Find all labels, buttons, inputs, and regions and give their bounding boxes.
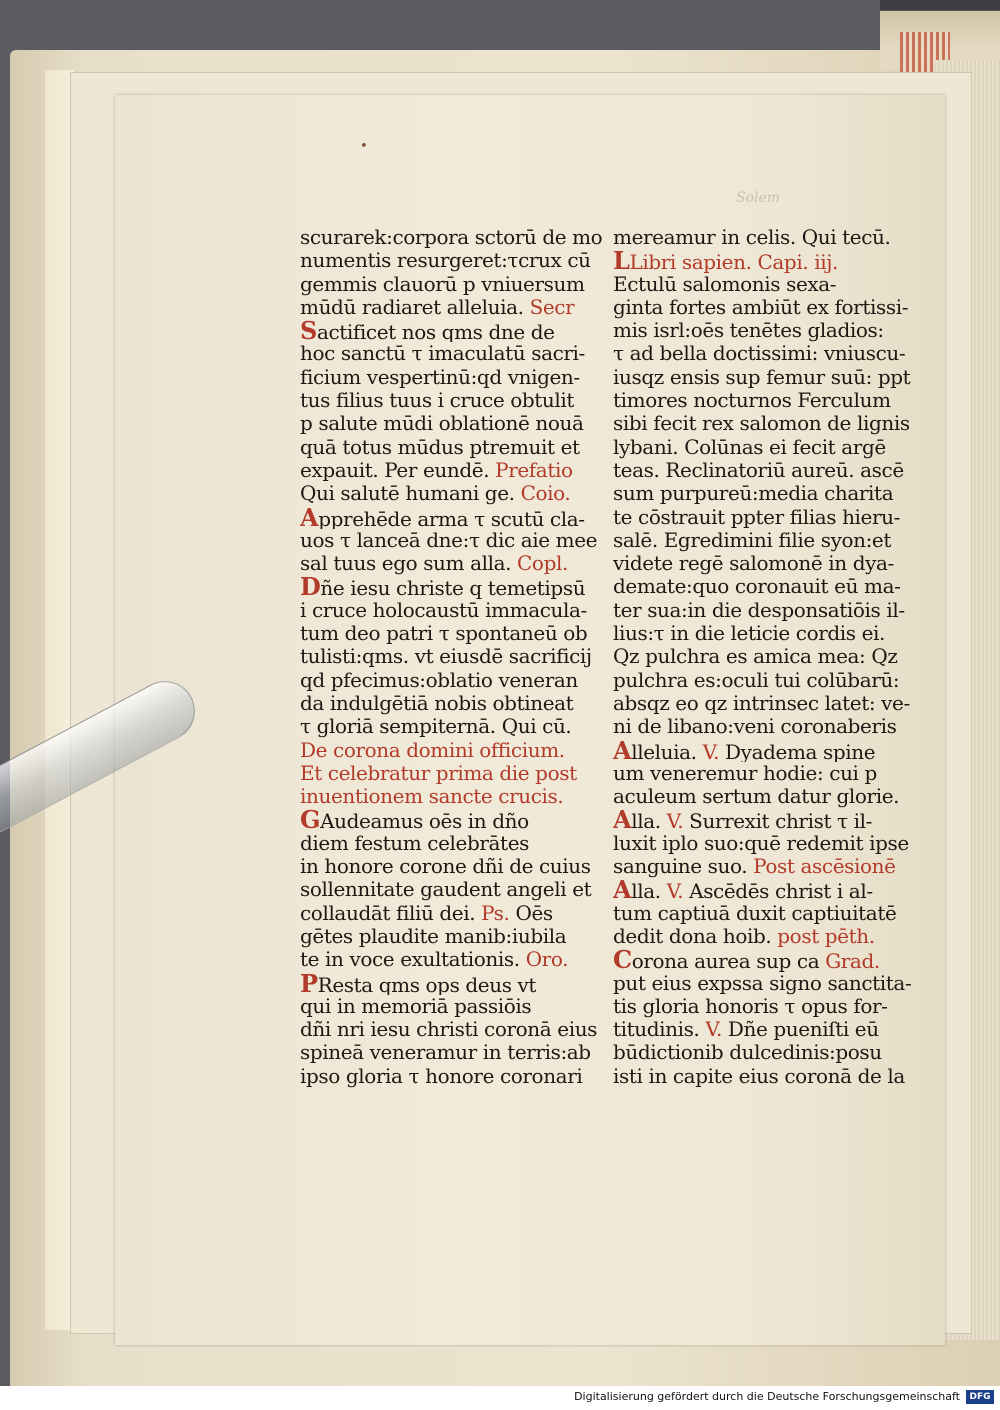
initial-letter: C	[613, 948, 632, 972]
initial-letter: A	[613, 738, 632, 762]
line-text: ficium vespertinū:qd vnigen-	[300, 365, 580, 389]
line-text: timores nocturnos Ferculum	[613, 389, 891, 413]
line-text: teas. Reclinatoriū aureū. ascē	[613, 458, 904, 482]
text-line	[300, 226, 606, 249]
line-text: absqz eo qz intrinsec latet: ve-	[613, 691, 910, 715]
line-text: Audeamus oēs in dño	[320, 809, 529, 832]
line-text: isti in capite eius coronā de la	[613, 1064, 905, 1088]
line-text: expauit. Per eundē.	[300, 458, 496, 482]
line-text: būdictionib dulcedinis:posu	[613, 1041, 882, 1065]
text-line	[613, 948, 923, 971]
text-line	[613, 1018, 923, 1041]
line-text: Dñe pueniſti eū	[721, 1018, 879, 1042]
line-text: te in voce exultationis.	[300, 948, 526, 972]
line-text: lleluia.	[631, 739, 703, 762]
line-text: Qz pulchra es amica mea: Qz	[613, 645, 898, 669]
text-line	[300, 855, 606, 878]
line-text: spineā veneramur in terris:ab	[300, 1041, 591, 1065]
text-line	[300, 459, 606, 482]
line-text: ipso gloria τ honore coronari	[300, 1064, 583, 1088]
text-line	[300, 762, 606, 785]
line-text: τ gloriā sempiternā. Qui cū.	[300, 715, 572, 739]
text-line	[613, 436, 923, 459]
text-line	[300, 925, 606, 948]
text-line	[300, 622, 606, 645]
text-line	[613, 762, 923, 785]
text-line	[613, 925, 923, 948]
line-text: luxit iplo suo:quē redemit ipse	[613, 831, 909, 855]
line-text: gētes plaudite manib:iubila	[300, 924, 567, 948]
line-text: uos τ lanceā dne:τ dic aie mee	[300, 528, 598, 552]
line-text: Resta qms ops deus vt	[317, 972, 537, 995]
initial-letter: G	[300, 808, 321, 832]
text-line	[300, 669, 606, 692]
line-text: sum purpureū:media charita	[613, 482, 894, 506]
text-line	[613, 855, 923, 878]
text-line	[300, 529, 606, 552]
text-line	[300, 249, 606, 272]
line-text: iusqz ensis sup femur suū: ppt	[613, 365, 911, 389]
text-line	[613, 552, 923, 575]
line-text: qui in memoriā passiōis	[300, 994, 532, 1018]
initial-letter: A	[613, 878, 632, 902]
text-line	[613, 692, 923, 715]
text-line	[613, 645, 923, 668]
line-text: mis isrl:oēs tenētes gladios:	[613, 319, 884, 343]
rubric-text: post pēth.	[777, 924, 875, 948]
text-line	[300, 972, 606, 995]
text-line	[300, 739, 606, 762]
initial-letter: S	[300, 319, 317, 343]
line-text: Qui salutē humani ge.	[300, 482, 521, 506]
rubric-text: V.	[702, 739, 720, 762]
text-line	[300, 785, 606, 808]
text-line	[300, 366, 606, 389]
rubric-text: Grad.	[825, 949, 880, 972]
text-line	[300, 832, 606, 855]
line-text: dedit dona hoib.	[613, 924, 778, 948]
line-text: in honore corone dñi de cuius	[300, 855, 591, 879]
line-text: p salute mūdi oblationē nouā	[300, 412, 584, 436]
line-text: i cruce holocaustū immacula-	[300, 598, 587, 622]
initial-letter: D	[300, 575, 321, 599]
text-line	[613, 529, 923, 552]
line-text: mūdū radiaret alleluia.	[300, 295, 530, 319]
rubric-text: Post ascēsionē	[753, 855, 896, 879]
line-text: ter sua:in die desponsatiōis il-	[613, 598, 905, 622]
text-line	[300, 506, 606, 529]
text-line	[613, 972, 923, 995]
footer-credit: Digitalisierung gefördert durch die Deutsche Forschungsgemeinschaft	[574, 1390, 960, 1403]
footer-bar	[0, 1386, 1000, 1410]
text-line	[300, 692, 606, 715]
line-text: collaudāt filiū dei.	[300, 901, 482, 925]
initial-letter: A	[300, 505, 319, 529]
text-line	[300, 552, 606, 575]
line-text: Dyadema spine	[719, 739, 876, 762]
folio-mark: •	[360, 139, 368, 154]
ghost-heading: Solem	[736, 190, 781, 206]
text-line	[613, 319, 923, 342]
line-text: aculeum sertum datur glorie.	[613, 785, 900, 809]
text-line	[613, 902, 923, 925]
text-line	[613, 622, 923, 645]
line-text: ginta fortes ambiūt ex fortissi-	[613, 295, 909, 319]
line-text: orona aurea sup ca	[631, 949, 826, 972]
line-text: dñi nri iesu christi coronā eius	[300, 1018, 598, 1042]
line-text: quā totus mūdus ptremuit et	[300, 435, 580, 459]
line-text: put eius expssa signo sanctita-	[613, 971, 912, 995]
rubric-text: Ps.	[481, 901, 510, 925]
initial-letter: L	[613, 249, 630, 273]
text-line	[300, 273, 606, 296]
text-line	[613, 459, 923, 482]
text-line	[300, 482, 606, 505]
line-text: sal tuus ego sum alla.	[300, 552, 518, 576]
line-text: videte regē salomonē in dya-	[613, 552, 894, 576]
line-text: diem festum celebrātes	[300, 831, 529, 855]
text-line	[613, 273, 923, 296]
line-text: pprehēde arma τ scutū cla-	[318, 506, 585, 529]
line-text: gemmis clauorū p vniuersum	[300, 272, 585, 296]
right-text-column	[613, 226, 923, 1088]
line-text: pulchra es:oculi tui colūbarū:	[613, 668, 900, 692]
text-line	[613, 506, 923, 529]
text-line	[300, 808, 606, 831]
text-line	[613, 669, 923, 692]
text-line	[300, 995, 606, 1018]
text-line	[613, 296, 923, 319]
dfg-logo: DFG	[966, 1390, 994, 1404]
rubric-text: V.	[666, 809, 684, 832]
line-text: Oēs	[509, 901, 553, 925]
line-text: hoc sanctū τ imaculatū sacri-	[300, 342, 585, 366]
text-line	[300, 389, 606, 412]
rubric-text: Prefatio	[495, 458, 573, 482]
line-text: ñe iesu christe q temetipsū	[320, 576, 586, 599]
line-text: titudinis.	[613, 1018, 706, 1042]
text-line	[613, 1065, 923, 1088]
text-line	[613, 715, 923, 738]
text-line	[613, 226, 923, 249]
text-line	[613, 878, 923, 901]
text-line	[300, 1065, 606, 1088]
text-line	[613, 832, 923, 855]
line-text: tis gloria honoris τ opus for-	[613, 994, 888, 1018]
line-text: te cōstrauit ppter filias hieru-	[613, 505, 900, 529]
line-text: demate:quo coronauit eū ma-	[613, 575, 901, 599]
line-text: da indulgētiā nobis obtineat	[300, 691, 574, 715]
line-text: lla.	[631, 879, 667, 902]
text-line	[613, 785, 923, 808]
initial-letter: A	[613, 808, 632, 832]
text-line	[300, 948, 606, 971]
text-line	[300, 599, 606, 622]
text-line	[300, 575, 606, 598]
line-text: sollennitate gaudent angeli et	[300, 878, 592, 902]
rubric-text: De corona domini officium.	[300, 738, 565, 762]
text-line	[300, 412, 606, 435]
left-text-column	[300, 226, 606, 1088]
text-line	[613, 575, 923, 598]
rubric-text: Copl.	[517, 552, 568, 576]
line-text: salē. Egredimini filie syon:et	[613, 528, 892, 552]
rubric-text: V.	[666, 879, 684, 902]
line-text: numentis resurgeret:τcrux cū	[300, 249, 591, 273]
line-text: Ascēdēs christ i al-	[683, 879, 873, 902]
text-line	[613, 412, 923, 435]
rubric-text: Coio.	[520, 482, 571, 506]
text-line	[300, 645, 606, 668]
rubric-text: inuentionem sancte crucis.	[300, 785, 564, 809]
text-line	[613, 249, 923, 272]
text-line	[613, 389, 923, 412]
line-text: mereamur in celis. Qui tecū.	[613, 226, 891, 249]
line-text: τ ad bella doctissimi: vniuscu-	[613, 342, 906, 366]
line-text: sibi fecit rex salomon de lignis	[613, 412, 910, 436]
text-line	[300, 296, 606, 319]
rubric-text: V.	[705, 1018, 722, 1042]
line-text: lius:τ in die leticie cordis ei.	[613, 622, 885, 646]
rubric-text: Oro.	[525, 948, 569, 972]
text-line	[300, 436, 606, 459]
text-line	[300, 878, 606, 901]
line-text: um veneremur hodie: cui p	[613, 761, 877, 785]
line-text: tum captiuā duxit captiuitatē	[613, 901, 897, 925]
text-line	[613, 1041, 923, 1064]
text-line	[300, 319, 606, 342]
line-text: tulisti:qms. vt eiusdē sacrificij	[300, 645, 592, 669]
line-text: lla.	[631, 809, 667, 832]
line-text: tum deo patri τ spontaneū ob	[300, 622, 588, 646]
text-line	[300, 1018, 606, 1041]
text-line	[300, 342, 606, 365]
text-line	[300, 1041, 606, 1064]
text-line	[300, 902, 606, 925]
line-text: sanguine suo.	[613, 855, 754, 879]
rubric-text: Et celebratur prima die post	[300, 761, 577, 785]
line-text: Ectulū salomonis sexa-	[613, 272, 837, 296]
text-line	[613, 342, 923, 365]
line-text: lybani. Colūnas ei fecit argē	[613, 435, 886, 459]
text-line	[613, 995, 923, 1018]
rubric-text: Libri sapien. Capi. iij.	[629, 250, 838, 273]
rubric-text: Secr	[529, 295, 575, 319]
initial-letter: P	[300, 971, 318, 995]
text-line	[613, 599, 923, 622]
text-line	[613, 739, 923, 762]
text-line	[613, 808, 923, 831]
line-text: tus filius tuus i cruce obtulit	[300, 389, 575, 413]
text-line	[613, 482, 923, 505]
line-text: qd pfecimus:oblatio veneran	[300, 668, 578, 692]
line-text: scurarek:corpora sctorū de mo	[300, 226, 603, 249]
text-line	[613, 366, 923, 389]
line-text: ni de libano:veni coronaberis	[613, 715, 897, 739]
text-line	[300, 715, 606, 738]
line-text: actificet nos qms dne de	[316, 320, 555, 343]
line-text: Surrexit christ τ il-	[683, 809, 873, 832]
